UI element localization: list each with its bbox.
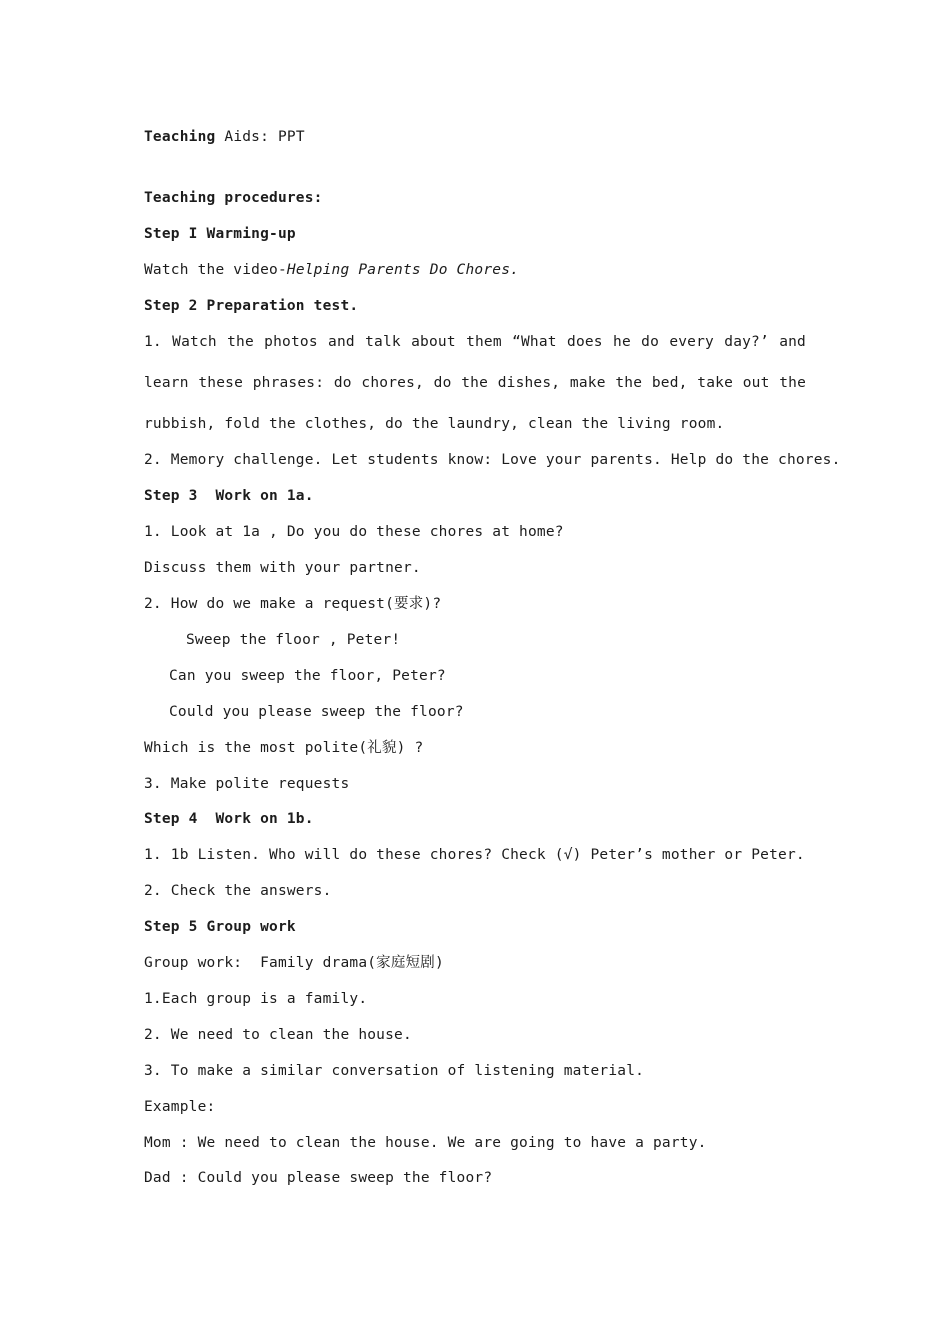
dialogue-dad: Dad : Could you please sweep the floor? <box>144 1170 493 1186</box>
step5-item2: 2. We need to clean the house. <box>144 1027 412 1043</box>
request-example-2: Can you sweep the floor, Peter? <box>169 668 446 684</box>
step1-text <box>144 260 519 280</box>
teaching-aids-line <box>144 127 305 147</box>
step5-heading: Step 5 Group work <box>144 919 296 935</box>
step3-item1: 1. Look at 1a , Do you do these chores at home? <box>144 524 564 540</box>
step3-question: Which is the most polite(礼貌) ? <box>144 740 424 756</box>
step5-intro: Group work: Family drama(家庭短剧) <box>144 955 444 971</box>
teaching-aids-value: Aids: PPT <box>215 129 305 145</box>
request-example-3: Could you please sweep the floor? <box>169 704 464 720</box>
step2-item1-line2: learn these phrases: do chores, do the dishes, make the bed, take out the <box>144 375 806 391</box>
teaching-aids-label: Teaching <box>144 129 216 145</box>
step4-heading: Step 4 Work on 1b. <box>144 811 314 827</box>
step4-item2: 2. Check the answers. <box>144 883 332 899</box>
step2-heading: Step 2 Preparation test. <box>144 298 359 314</box>
step3-item3: 3. Make polite requests <box>144 776 350 792</box>
request-example-1: Sweep the floor , Peter! <box>186 632 401 648</box>
step3-heading: Step 3 Work on 1a. <box>144 488 314 504</box>
step2-item2: 2. Memory challenge. Let students know: Love your parents. Help do the chores. <box>144 452 841 468</box>
step5-item1: 1.Each group is a family. <box>144 991 368 1007</box>
step2-item1-line3: rubbish, fold the clothes, do the laundry, clean the living room. <box>144 416 725 432</box>
step3-item1b: Discuss them with your partner. <box>144 560 421 576</box>
video-title: Helping Parents Do Chores. <box>286 262 520 278</box>
step5-item3: 3. To make a similar conversation of listening material. <box>144 1063 645 1079</box>
example-label: Example: <box>144 1099 216 1115</box>
step1-text-prefix: Watch the video- <box>144 262 287 278</box>
step3-item2: 2. How do we make a request(要求)? <box>144 596 442 612</box>
step1-heading: Step I Warming-up <box>144 226 296 242</box>
dialogue-mom: Mom : We need to clean the house. We are going to have a party. <box>144 1135 707 1151</box>
procedures-heading: Teaching procedures: <box>144 190 323 206</box>
step2-item1-line1: 1. Watch the photos and talk about them “What does he do every day?’ and <box>144 334 806 350</box>
step4-item1: 1. 1b Listen. Who will do these chores? Check (√) Peter’s mother or Peter. <box>144 847 805 863</box>
